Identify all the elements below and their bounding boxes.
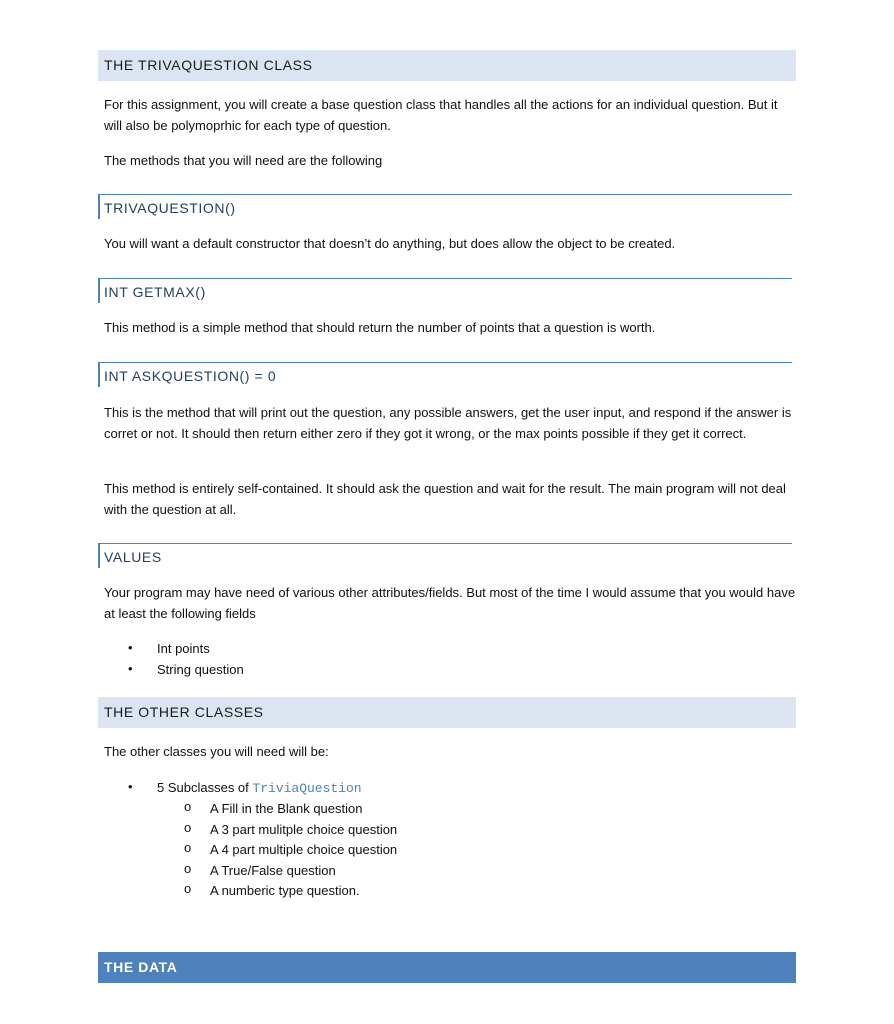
bullet-icon: • <box>128 640 133 655</box>
sub-bullet-icon: o <box>184 861 192 876</box>
field-item: Int points <box>157 641 210 656</box>
heading-trivaquestion-class: THE TRIVAQUESTION CLASS <box>98 50 796 81</box>
heading-constructor: TRIVAQUESTION() <box>98 194 792 219</box>
sub-bullet-icon: o <box>184 840 192 855</box>
field-item: String question <box>157 662 244 677</box>
constructor-paragraph: You will want a default constructor that doesn’t do anything, but does allow the object to be created. <box>104 236 676 251</box>
intro-paragraph: For this assignment, you will create a base question class that handles all the actions for an individual question. But it will also be polymoprhic for each type of question. <box>104 97 778 133</box>
subclass-item: A True/False question <box>210 863 336 878</box>
askquestion-paragraph-2: This method is entirely self-contained. It should ask the question and wait for the result. The main program will not deal with the question at all. <box>104 481 786 517</box>
heading-getmax: INT GETMAX() <box>98 278 792 303</box>
heading-values: VALUES <box>98 543 792 568</box>
methods-lead-paragraph: The methods that you will need are the following <box>104 153 383 168</box>
subclass-item: A numberic type question. <box>210 883 360 898</box>
heading-askquestion: INT ASKQUESTION() = 0 <box>98 362 792 387</box>
askquestion-paragraph-1: This is the method that will print out the question, any possible answers, get the user input, and respond if the answer is corret or not. It should then return either zero if they got it wrong, or the max points possible if they get it correct. <box>104 405 792 441</box>
bullet-icon: • <box>128 661 133 676</box>
other-lead-paragraph: The other classes you will need will be: <box>104 744 329 759</box>
subclass-item: A 3 part mulitple choice question <box>210 822 398 837</box>
subclasses-item <box>157 778 362 799</box>
heading-the-data: THE DATA <box>98 952 796 983</box>
sub-bullet-icon: o <box>184 820 192 835</box>
bullet-icon: • <box>128 779 133 794</box>
values-paragraph: Your program may have need of various other attributes/fields. But most of the time I would assume that you would have at least the following fields <box>104 585 796 621</box>
heading-other-classes: THE OTHER CLASSES <box>98 697 796 728</box>
getmax-paragraph: This method is a simple method that should return the number of points that a question is worth. <box>104 320 656 335</box>
subclasses-prefix: 5 Subclasses of <box>157 780 253 795</box>
sub-bullet-icon: o <box>184 799 192 814</box>
subclass-item: A Fill in the Blank question <box>210 801 363 816</box>
subclass-item: A 4 part multiple choice question <box>210 842 398 857</box>
sub-bullet-icon: o <box>184 881 192 896</box>
class-name-code: TriviaQuestion <box>252 781 362 796</box>
